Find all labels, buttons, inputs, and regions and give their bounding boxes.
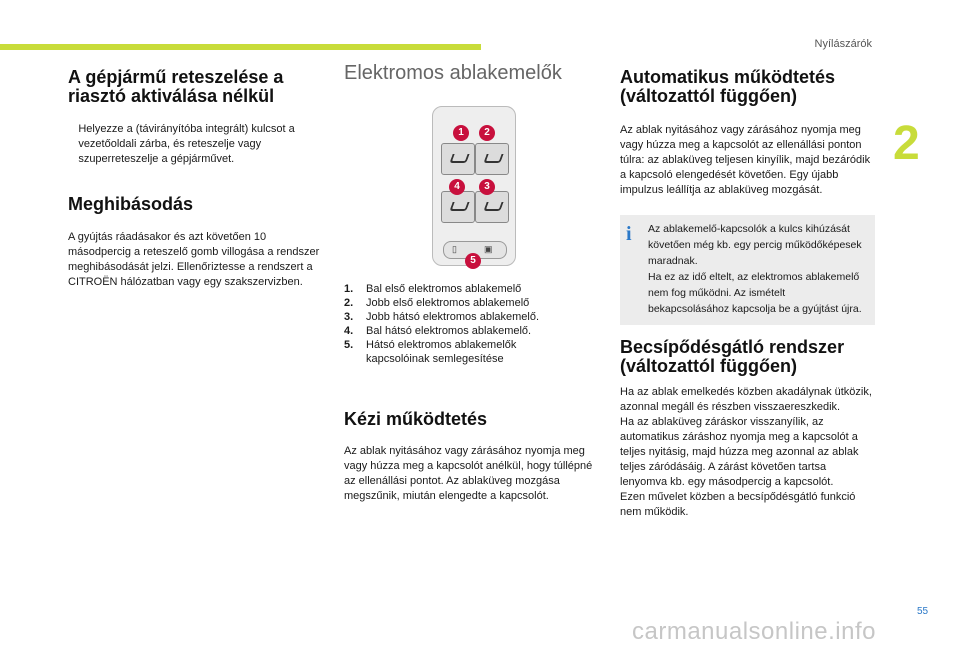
switch-rear-right: [475, 191, 509, 223]
heading-locking-without-alarm: A gépjármű reteszelése a riasztó aktiválása nélkül: [68, 67, 284, 106]
heading-automatic-operation: Automatikus működtetés (változattól függően): [620, 67, 836, 106]
badge-5: 5: [465, 253, 481, 269]
bullet-text: Helyezze a (távirányítóba integrált) kulcsot a vezetőoldali zárba, és reteszelje vagy szuperreteszelje a gépjárművet.: [78, 123, 295, 165]
bullet-item: [68, 122, 320, 167]
info-icon: i: [626, 223, 632, 245]
info-text-2: Ha ez az idő eltelt, az elektromos ablakemelő nem fog működni. Az ismételt bekapcsolásához kapcsolja be a gyújtást újra.: [648, 271, 862, 315]
column-2: [344, 64, 600, 544]
automatic-operation-text: Az ablak nyitásához vagy zárásához nyomja meg vagy húzza meg a kapcsolót az ellenállási ponton túlra: az ablaküveg teljesen kinyílik, majd bezáródik a kapcsoló elengedését követően. Egy újabb impulzus leállítja az ablaküveg mozgását.: [620, 124, 871, 196]
section-label: Nyílászárók: [814, 38, 872, 50]
chapter-number: 2: [893, 117, 920, 170]
heading-malfunction: Meghibásodás: [68, 194, 194, 214]
info-text-1: Az ablakemelő-kapcsolók a kulcs kihúzását követően még kb. egy percig működőképesek maradnak.: [648, 223, 862, 267]
heading-electric-windows: Elektromos ablakemelők: [344, 62, 562, 84]
switch-front-right: [475, 143, 509, 175]
switch-rear-left: [441, 191, 475, 223]
legend-list: [344, 282, 604, 366]
watermark: carmanualsonline.info: [632, 618, 876, 645]
heading-manual-operation: Kézi működtetés: [344, 409, 488, 429]
switch-front-left: [441, 143, 475, 175]
manual-operation-text: Az ablak nyitásához vagy zárásához nyomja meg vagy húzza meg a kapcsolót anélkül, hogy túllépné az ellenállási pontot. Az ablaküveg mozgása megszűnik, miután elengedte a kapcsolót.: [344, 445, 593, 502]
legend-item: 5. Hátsó elektromos ablakemelők kapcsolóinak semlegesítése: [344, 339, 517, 365]
lock-indicator-icon: ▯: [452, 244, 457, 254]
heading-anti-pinch: Becsípődésgátló rendszer (változattól függően): [620, 337, 845, 376]
malfunction-text: A gyújtás ráadásakor és azt követően 10 másodpercig a reteszelő gomb villogása a rendszer meghibásodását jelzi. Ellenőriztesse a rendszert a CITROËN hálózatban vagy egy szakszervizben.: [68, 231, 320, 288]
info-box: [620, 215, 875, 325]
anti-pinch-text-2: Ha az ablaküveg záráskor visszanyílik, az automatikus záráshoz nyomja meg a kapcsolót a teljes nyitásig, majd húzza meg azonnal az ablak teljes záródásáig. A zárást követően tartsa lenyomva kb. egy másodpercig a kapcsolót.: [620, 416, 859, 488]
badge-4: 4: [449, 179, 465, 195]
page-number: 55: [917, 606, 929, 617]
badge-3: 3: [479, 179, 495, 195]
column-1: [68, 66, 320, 290]
legend-item: 4. Bal hátsó elektromos ablakemelő.: [344, 325, 532, 337]
header-accent-bar: [0, 44, 481, 50]
column-3: [620, 66, 875, 520]
anti-pinch-text-3: Ezen művelet közben a becsípődésgátló funkció nem működik.: [620, 491, 856, 518]
legend-item: 2. Jobb első elektromos ablakemelő: [344, 297, 530, 309]
legend-item: 3. Jobb hátsó elektromos ablakemelő.: [344, 311, 540, 323]
legend-item: 1. Bal első elektromos ablakemelő: [344, 283, 522, 295]
badge-1: 1: [453, 125, 469, 141]
badge-2: 2: [479, 125, 495, 141]
bullet-icon: [68, 122, 72, 167]
window-switch-panel: [432, 106, 516, 266]
anti-pinch-text-1: Ha az ablak emelkedés közben akadálynak ütközik, azonnal megáll és részben visszaereszkedik.: [620, 386, 872, 413]
lock-window-icon: ▣: [484, 244, 493, 254]
